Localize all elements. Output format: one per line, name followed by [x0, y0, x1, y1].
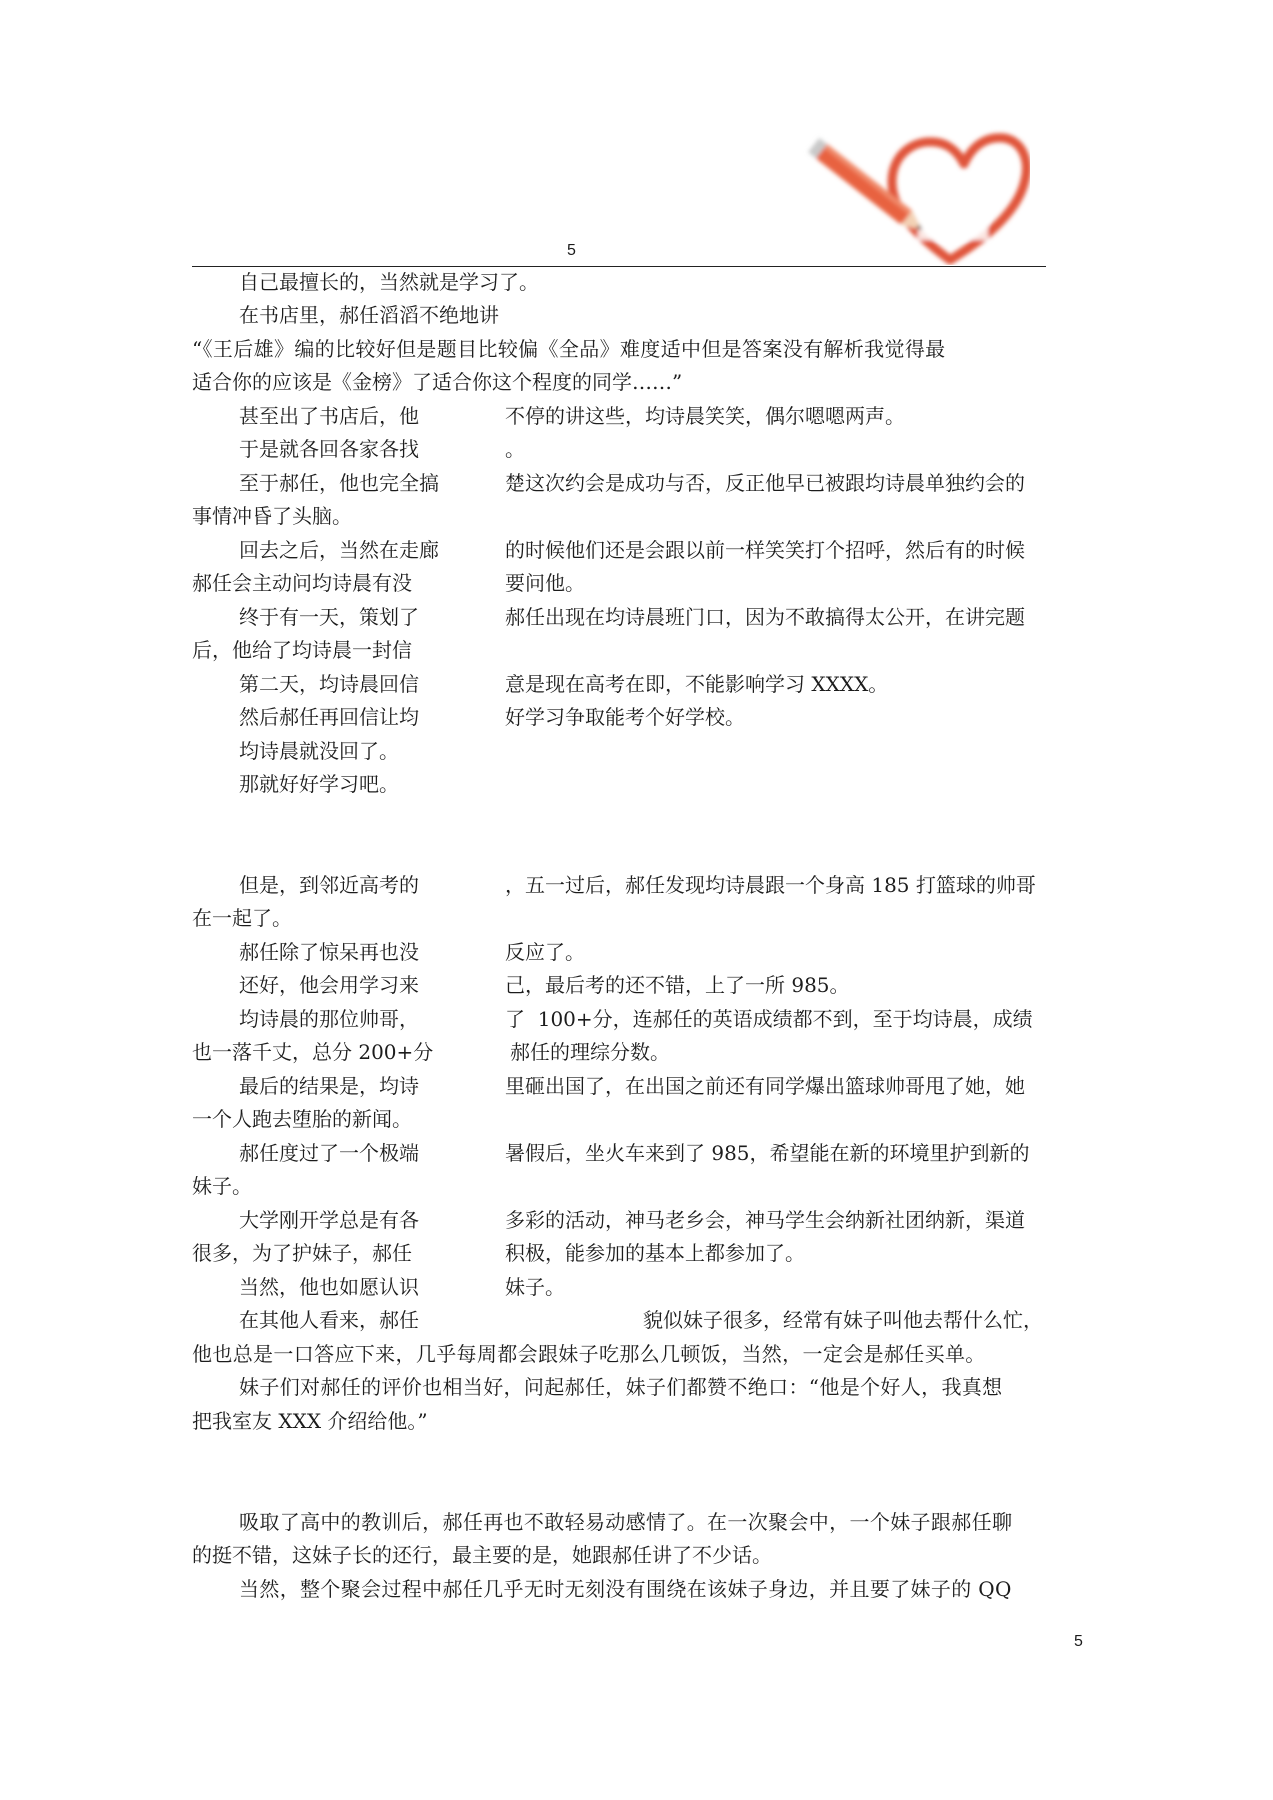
body-line: 在书店里，郝任滔滔不绝地讲: [239, 303, 499, 327]
body-line: 不停的讲这些，均诗晨笑笑，偶尔嗯嗯两声。: [505, 404, 905, 428]
body-line: 自己最擅长的，当然就是学习了。: [239, 270, 539, 294]
body-line: 了 100+分，连郝任的英语成绩都不到，至于均诗晨，成绩: [505, 1007, 1033, 1031]
body-line: 吸取了高中的教训后，郝任再也不敢轻易动感情了。在一次聚会中，一个妹子跟郝任聊: [239, 1510, 1013, 1534]
body-line: 在其他人看来，郝任: [239, 1308, 419, 1332]
pencil-heart-logo: [800, 120, 1030, 265]
body-line: 事情冲昏了头脑。: [192, 504, 352, 528]
body-line: 回去之后，当然在走廊: [239, 538, 439, 562]
header-divider: [192, 266, 1046, 267]
body-line: 还好，他会用学习来: [239, 973, 419, 997]
footer-page-number: 5: [1074, 1633, 1083, 1650]
body-line: “《王后雄》编的比较好但是题目比较偏《全品》难度适中但是答案没有解析我觉得最: [192, 337, 946, 361]
body-line: 当然，整个聚会过程中郝任几乎无时无刻没有围绕在该妹子身边，并且要了妹子的 QQ: [239, 1577, 1012, 1601]
body-line: 妹子。: [505, 1275, 565, 1299]
body-line: 于是就各回各家各找: [239, 437, 419, 461]
body-line: 好学习争取能考个好学校。: [505, 705, 745, 729]
body-line: 郝任出现在均诗晨班门口，因为不敢搞得太公开，在讲完题: [505, 605, 1025, 629]
body-line: 。: [505, 437, 525, 461]
body-line: 郝任会主动问均诗晨有没: [192, 571, 412, 595]
body-line: 最后的结果是，均诗: [239, 1074, 419, 1098]
body-line: 暑假后，坐火车来到了 985，希望能在新的环境里护到新的: [505, 1141, 1030, 1165]
body-line: 妹子。: [192, 1174, 252, 1198]
body-line: 均诗晨的那位帅哥，: [239, 1007, 419, 1031]
body-line: 终于有一天，策划了: [239, 605, 419, 629]
body-line: 里砸出国了，在出国之前还有同学爆出篮球帅哥甩了她，她: [505, 1074, 1025, 1098]
header-page-number: 5: [567, 242, 576, 259]
body-line: 在一起了。: [192, 906, 292, 930]
body-line: 至于郝任，他也完全搞: [239, 471, 439, 495]
body-line: 也一落千丈，总分 200+分: [192, 1040, 434, 1064]
body-line: 楚这次约会是成功与否，反正他早已被跟均诗晨单独约会的: [505, 471, 1025, 495]
body-line: 己，最后考的还不错，上了一所 985。: [505, 973, 850, 997]
body-line: 郝任度过了一个极端: [239, 1141, 419, 1165]
body-line: 郝任除了惊呆再也没: [239, 940, 419, 964]
body-line: 他也总是一口答应下来，几乎每周都会跟妹子吃那么几顿饭，当然，一定会是郝任买单。: [192, 1342, 986, 1366]
body-line: ，五一过后，郝任发现均诗晨跟一个身高 185 打篮球的帅哥: [505, 873, 1036, 897]
body-line: 一个人跑去堕胎的新闻。: [192, 1107, 412, 1131]
body-line: 的挺不错，这妹子长的还行，最主要的是，她跟郝任讲了不少话。: [192, 1543, 772, 1567]
body-line: 第二天，均诗晨回信: [239, 672, 419, 696]
body-line: 的时候他们还是会跟以前一样笑笑打个招呼，然后有的时候: [505, 538, 1025, 562]
body-line: 很多，为了护妹子，郝任: [192, 1241, 412, 1265]
body-line: 郝任的理综分数。: [510, 1040, 670, 1064]
body-line: 多彩的活动，神马老乡会，神马学生会纳新社团纳新，渠道: [505, 1208, 1025, 1232]
body-line: 积极，能参加的基本上都参加了。: [505, 1241, 805, 1265]
body-line: 貌似妹子很多，经常有妹子叫他去帮什么忙，: [643, 1308, 1043, 1332]
body-line: 均诗晨就没回了。: [239, 739, 399, 763]
body-line: 要问他。: [505, 571, 585, 595]
body-line: 但是，到邻近高考的: [239, 873, 419, 897]
body-line: 后，他给了均诗晨一封信: [192, 638, 412, 662]
body-line: 把我室友 XXX 介绍给他。”: [192, 1409, 428, 1433]
body-line: 妹子们对郝任的评价也相当好，问起郝任，妹子们都赞不绝口：“他是个好人，我真想: [239, 1375, 1003, 1399]
body-line: 然后郝任再回信让均: [239, 705, 419, 729]
body-line: 意是现在高考在即，不能影响学习 XXXX。: [505, 672, 889, 696]
body-line: 适合你的应该是《金榜》了适合你这个程度的同学……”: [192, 370, 683, 394]
body-line: 甚至出了书店后，他: [239, 404, 419, 428]
body-line: 大学刚开学总是有各: [239, 1208, 419, 1232]
body-line: 那就好好学习吧。: [239, 772, 399, 796]
body-line: 反应了。: [505, 940, 585, 964]
body-line: 当然，他也如愿认识: [239, 1275, 419, 1299]
